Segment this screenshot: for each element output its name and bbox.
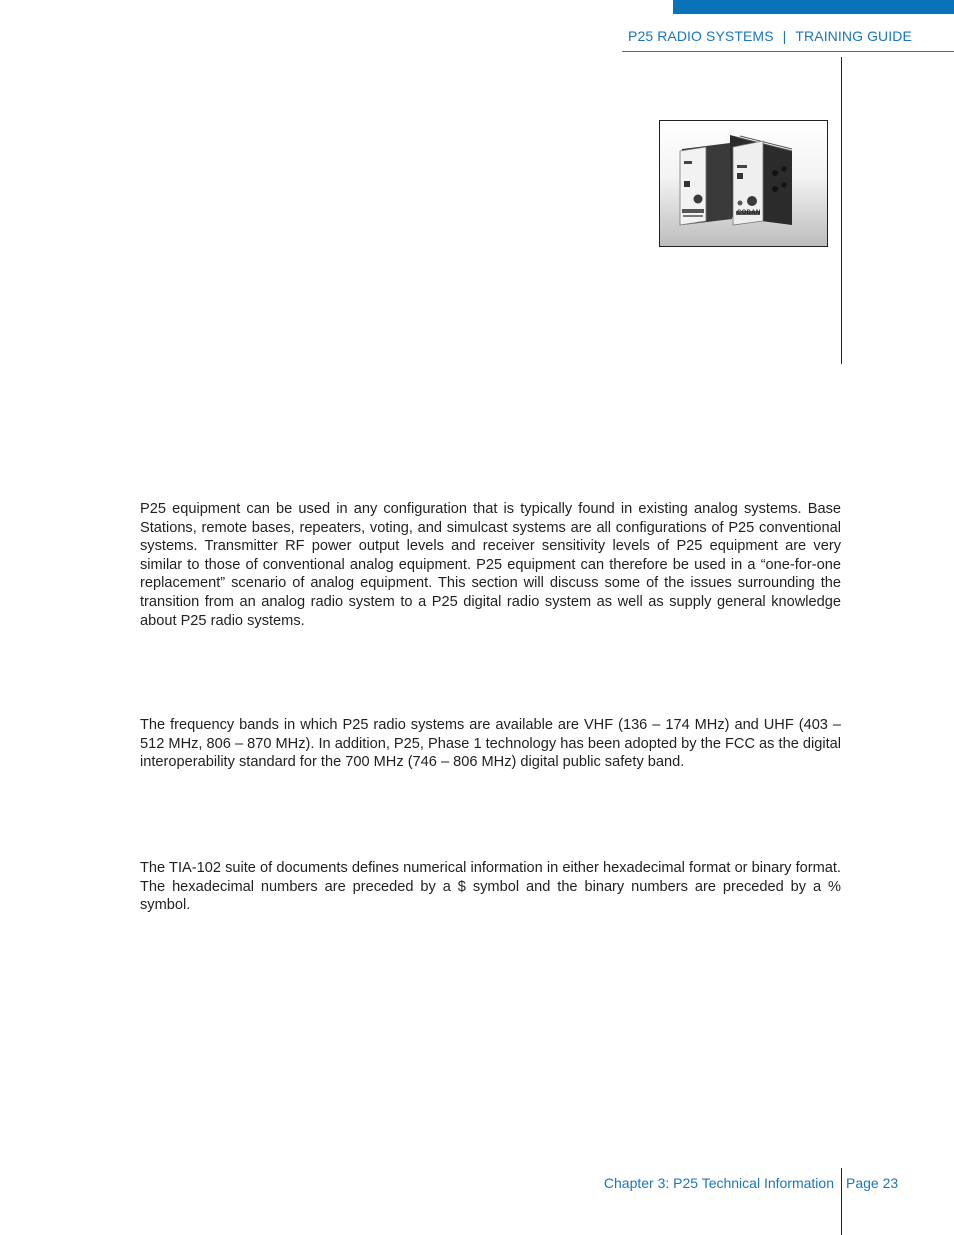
- body-paragraph-frequency-bands: The frequency bands in which P25 radio systems are available are VHF (136 – 174 MHz) and UHF (403 – 512 MHz, 806 – 870 MHz). In addition, P25, Phase 1 technology has been adopted by the FCC as the digital interoperability standard for the 700 MHz (746 – 806 MHz) digital public safety band.: [140, 717, 841, 771]
- running-header: [628, 28, 928, 44]
- body-paragraph-numeric-formats: The TIA-102 suite of documents defines numerical information in either hexadecimal format or binary format. The hexadecimal numbers are preceded by a $ symbol and the binary numbers are preceded by a % symbol.: [140, 860, 841, 914]
- header-accent-bar: [673, 0, 954, 14]
- footer-chapter-title: Chapter 3: P25 Technical Information: [603, 1175, 834, 1191]
- radio-equipment-illustration: [660, 121, 827, 246]
- equipment-photo: [659, 120, 828, 247]
- header-rule: [622, 51, 954, 52]
- body-paragraph-configurations: P25 equipment can be used in any configuration that is typically found in existing analog systems. Base Stations, remote bases, repeaters, voting, and simulcast systems are all configurations of P25 conventional systems. Transmitter RF power output levels and receiver sensitivity levels of P25 equipment are very similar to those of conventional analog equipment. P25 equipment can therefore be used in a “one-for-one replacement” scenario of analog equipment. This section will discuss some of the issues surrounding the transition from an analog radio system to a P25 digital radio system as well as supply general knowledge about P25 radio systems.: [140, 501, 841, 629]
- header-separator: |: [782, 28, 787, 44]
- header-title: P25 RADIO SYSTEMS: [628, 28, 774, 44]
- header-subtitle: TRAINING GUIDE: [795, 28, 912, 44]
- footer-page-number: Page 23: [846, 1175, 899, 1191]
- margin-rule: [841, 57, 842, 364]
- footer-rule: [841, 1168, 842, 1235]
- codan-logo: CODAN: [737, 210, 761, 216]
